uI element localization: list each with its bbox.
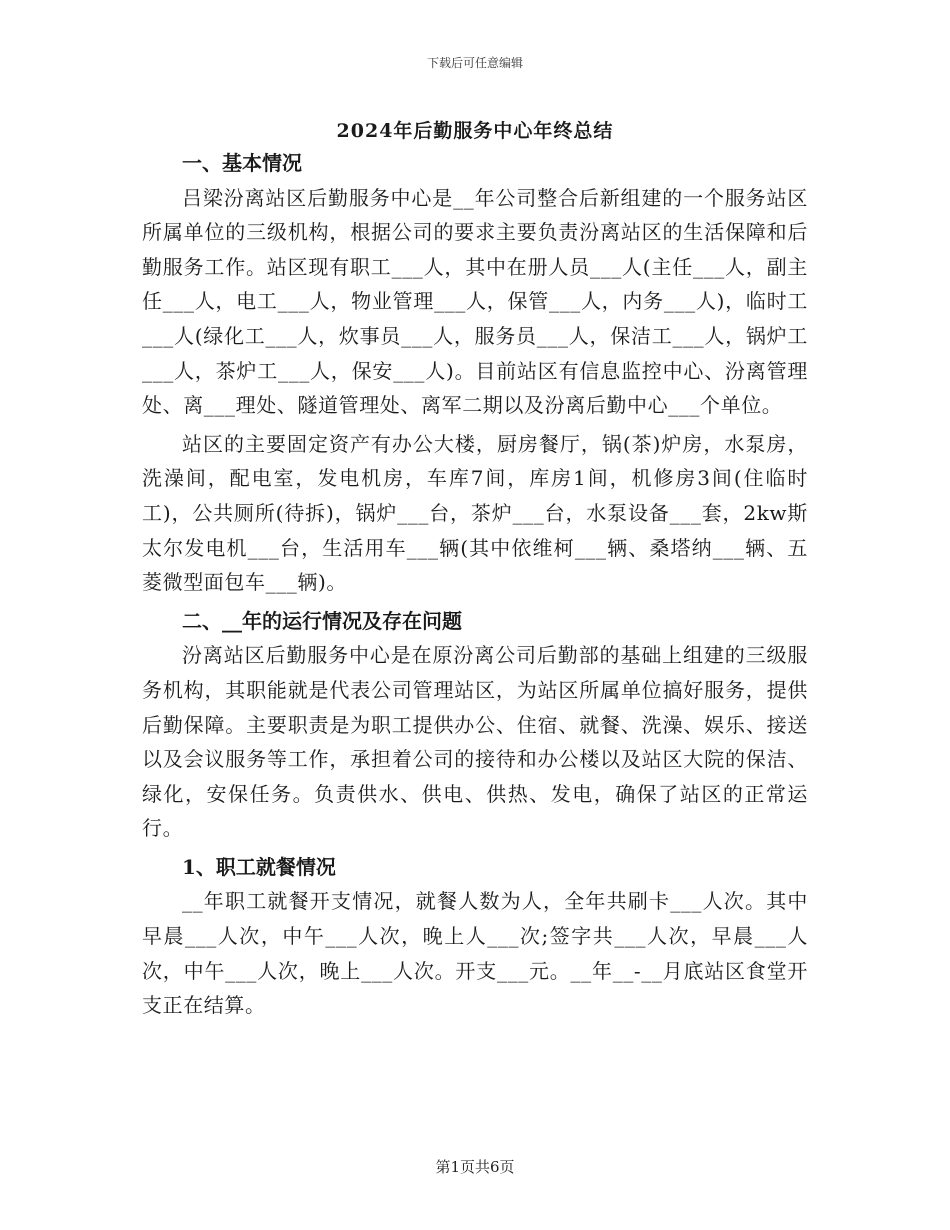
page-header-note: 下载后可任意编辑: [426, 56, 523, 70]
section-heading-basic-situation: 一、基本情况: [182, 151, 302, 175]
paragraph-center-overview: 吕梁汾离站区后勤服务中心是__年公司整合后新组建的一个服务站区所属单位的三级机构，根据公司的要求主要负责汾离站区的生活保障和后勤服务工作。站区现有职工___人，其中在册人员___人(主任___人，副主任___人，电工___人，物业管理___人，保管___人，内务___人)，临时工___人(绿化工___人，炊事员___人，服务员___人，保洁工___人，锅炉工___人，茶炉工___人，保安___人)。目前站区有信息监控中心、汾离管理处、离___理处、隧道管理处、离军二期以及汾离后勤中心___个单位。: [142, 185, 808, 418]
subsection-heading-staff-dining: 1、职工就餐情况: [182, 854, 336, 879]
paragraph-dining-expenses: __年职工就餐开支情况，就餐人数为人，全年共刷卡___人次。其中早晨___人次，中午___人次，晚上人___次;签字共___人次，早晨___人次，中午___人次，晚上___人次。开支___元。__年__-__月底站区食堂开支正在结算。: [142, 889, 808, 1018]
page-number-footer: 第1页共6页: [435, 1158, 515, 1176]
section-heading-operations: 二、__年的运行情况及存在问题: [182, 608, 462, 633]
document-title: 2024年后勤服务中心年终总结: [336, 120, 614, 142]
paragraph-fixed-assets: 站区的主要固定资产有办公大楼，厨房餐厅，锅(茶)炉房，水泵房，洗澡间，配电室，发电机房，车库7间，库房1间，机修房3间(住临时工)，公共厕所(待拆)，锅炉___台，茶炉___台，水泵设备___套，2kw斯太尔发电机___台，生活用车___辆(其中依维柯___辆、桑塔纳___辆、五菱微型面包车___辆)。: [142, 431, 808, 595]
paragraph-center-duties: 汾离站区后勤服务中心是在原汾离公司后勤部的基础上组建的三级服务机构，其职能就是代表公司管理站区，为站区所属单位搞好服务，提供后勤保障。主要职责是为职工提供办公、住宿、就餐、洗澡、娱乐、接送以及会议服务等工作，承担着公司的接待和办公楼以及站区大院的保洁、绿化，安保任务。负责供水、供电、供热、发电，确保了站区的正常运行。: [142, 643, 808, 841]
document-body: [142, 146, 808, 1023]
